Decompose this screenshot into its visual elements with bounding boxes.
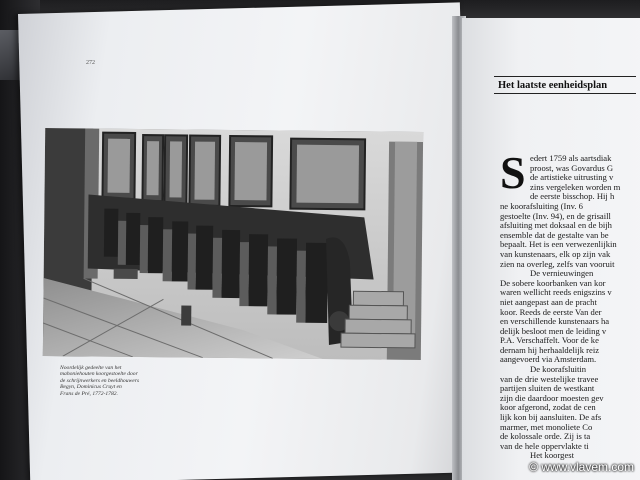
- section-heading: De vernieuwingen: [530, 269, 594, 279]
- drop-cap: S: [500, 147, 526, 198]
- text-line: niet aangepast aan de pracht: [500, 297, 597, 307]
- section-heading: De koorafsluitin: [530, 365, 587, 375]
- text-line: koor. Reeds de eerste Van der: [500, 307, 602, 317]
- text-line: van de drie westelijke travee: [500, 374, 599, 384]
- text-line: de eerste bisschop. Hij h: [530, 192, 615, 202]
- text-line: koor afgerond, zodat de cen: [500, 403, 596, 413]
- text-line: zien na overleg, zelfs van vooruit: [500, 259, 615, 269]
- text-line: gestoelte (Inv. 94), en de grisaill: [500, 211, 611, 221]
- caption-line: Begyn, Dominicus Cruyt en: [60, 384, 122, 391]
- page-number: 272: [86, 60, 95, 66]
- caption-line: Frans de Pré, 1772-1782.: [60, 390, 118, 397]
- text-line: aangevoerd via Amsterdam.: [500, 355, 597, 365]
- text-line: ne koorafsluiting (Inv. 6: [500, 201, 583, 211]
- text-line: P.A. Verschaffelt. Voor de ke: [500, 336, 599, 346]
- section-heading: Het koorgest: [530, 451, 574, 461]
- text-line: van kunstenaars, elk op zijn vak: [500, 249, 611, 259]
- caption-line: mahoniehouten koorgestoelte door: [60, 371, 138, 378]
- text-line: waren wellicht reeds enigszins v: [500, 288, 612, 298]
- text-line: delijk besloot men de leiding v: [500, 326, 607, 336]
- text-line: en verschillende kunstenaars ha: [500, 317, 610, 327]
- text-line: partijen sluiten de westkant: [500, 384, 595, 394]
- text-line: bepaalt. Het is een verwezenlijkin: [500, 240, 617, 250]
- body-text: [500, 154, 640, 461]
- photograph-image: [43, 128, 423, 360]
- photo-caption: [60, 365, 180, 397]
- text-line: dernam hij herhaaldelijk reiz: [500, 345, 600, 355]
- text-line: De sobere koorbanken van kor: [500, 278, 606, 288]
- text-line: zins vergeleken worden m: [530, 182, 621, 192]
- text-line: ensemble dat de gestalte van be: [500, 230, 609, 240]
- choir-stalls-photograph: [43, 128, 423, 360]
- text-line: marmer, met monoliete Co: [500, 422, 593, 432]
- text-line: de kolossale orde. Zij is ta: [500, 432, 591, 442]
- text-line: de artistieke uitrusting v: [530, 173, 614, 183]
- text-line: edert 1759 als aartsdiak: [530, 154, 612, 163]
- caption-line: Noordelijk gedeelte van het: [60, 365, 122, 371]
- title-rule-top: [494, 76, 636, 77]
- text-line: van de hele oppervlakte ti: [500, 441, 589, 451]
- text-line: afsluiting met doksaal en de bijh: [500, 221, 612, 231]
- text-line: lijk kon bij aansluiten. De afs: [500, 413, 602, 423]
- caption-line: de schrijnwerkers en beeldhouwers: [60, 377, 140, 384]
- watermark: © www.vlavem.com: [529, 460, 634, 474]
- text-line: proost, was Govardus G: [530, 163, 614, 173]
- title-rule-bottom: [494, 93, 636, 94]
- chapter-title: Het laatste eenheidsplan: [498, 80, 608, 91]
- text-line: zijn die daardoor moesten gev: [500, 393, 604, 403]
